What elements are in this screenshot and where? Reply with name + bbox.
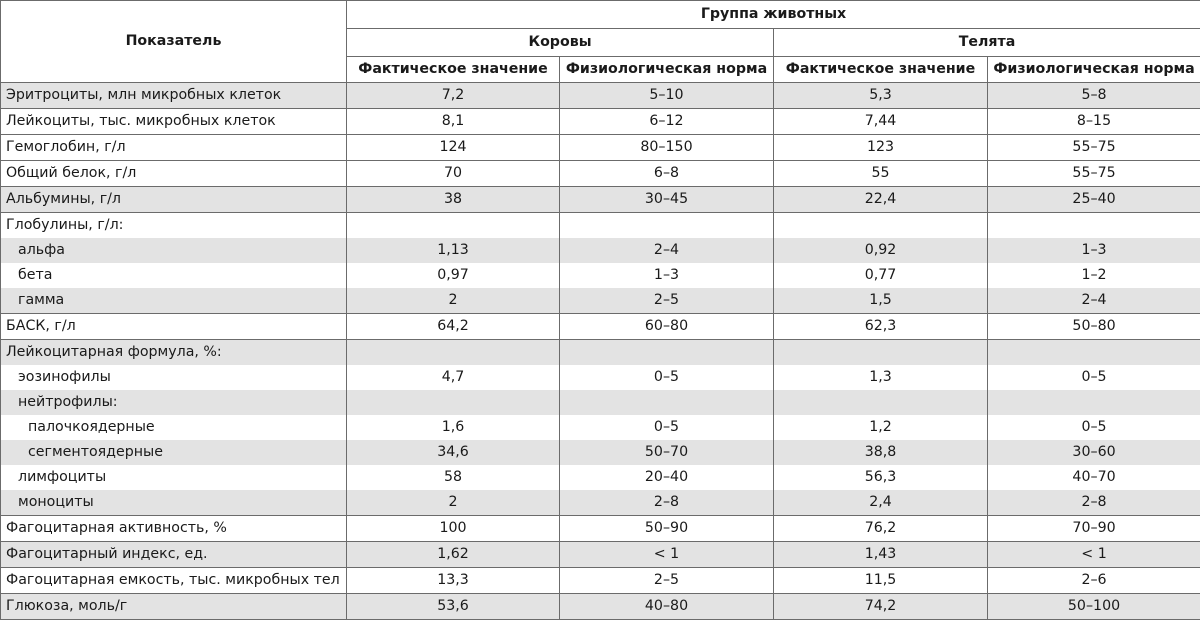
cell-cows-actual: 53,6	[347, 594, 560, 620]
cell-calves-actual: 38,8	[774, 440, 988, 465]
cell-calves-actual: 22,4	[774, 187, 988, 213]
cell-cows-norm	[560, 213, 774, 239]
table-row	[1, 340, 1200, 366]
row-label: Фагоцитарный индекс, ед.	[1, 542, 347, 568]
cell-cows-actual: 1,62	[347, 542, 560, 568]
cell-calves-actual: 5,3	[774, 83, 988, 109]
cell-calves-norm: 2–4	[988, 288, 1200, 314]
cell-calves-actual	[774, 213, 988, 239]
cell-cows-actual: 38	[347, 187, 560, 213]
cell-calves-norm	[988, 390, 1200, 415]
table-row	[1, 365, 1200, 390]
table-row	[1, 314, 1200, 340]
cell-cows-actual: 64,2	[347, 314, 560, 340]
table-row	[1, 213, 1200, 239]
row-label: палочкоядерные	[1, 415, 347, 440]
cell-cows-actual: 100	[347, 516, 560, 542]
cell-cows-norm: 6–8	[560, 161, 774, 187]
cell-calves-norm: 25–40	[988, 187, 1200, 213]
cell-calves-norm	[988, 213, 1200, 239]
header-cows-norm: Физиологическая норма	[560, 57, 774, 83]
table-row	[1, 263, 1200, 288]
cell-calves-norm: 8–15	[988, 109, 1200, 135]
cell-cows-actual: 13,3	[347, 568, 560, 594]
cell-cows-norm: 20–40	[560, 465, 774, 490]
row-label: нейтрофилы:	[1, 390, 347, 415]
header-cows-actual: Фактическое значение	[347, 57, 560, 83]
cell-cows-actual: 0,97	[347, 263, 560, 288]
cell-calves-norm	[988, 340, 1200, 366]
table-row	[1, 187, 1200, 213]
cell-cows-norm: 50–70	[560, 440, 774, 465]
table-row	[1, 516, 1200, 542]
table-row	[1, 390, 1200, 415]
cell-cows-norm: 6–12	[560, 109, 774, 135]
cell-cows-norm: 2–5	[560, 288, 774, 314]
cell-calves-norm: 0–5	[988, 365, 1200, 390]
table-row	[1, 440, 1200, 465]
cell-calves-norm: 50–80	[988, 314, 1200, 340]
cell-calves-actual: 62,3	[774, 314, 988, 340]
row-label: Общий белок, г/л	[1, 161, 347, 187]
row-label: Альбумины, г/л	[1, 187, 347, 213]
cell-cows-actual: 70	[347, 161, 560, 187]
cell-cows-actual: 58	[347, 465, 560, 490]
cell-calves-actual: 0,92	[774, 238, 988, 263]
cell-calves-actual: 1,2	[774, 415, 988, 440]
row-label: Глюкоза, моль/г	[1, 594, 347, 620]
cell-calves-norm: 30–60	[988, 440, 1200, 465]
cell-calves-norm: 2–6	[988, 568, 1200, 594]
cell-calves-actual	[774, 390, 988, 415]
cell-cows-norm	[560, 390, 774, 415]
row-label: альфа	[1, 238, 347, 263]
cell-calves-norm: 70–90	[988, 516, 1200, 542]
cell-calves-actual: 76,2	[774, 516, 988, 542]
header-calves-norm: Физиологическая норма	[988, 57, 1200, 83]
cell-cows-actual: 8,1	[347, 109, 560, 135]
cell-cows-actual	[347, 340, 560, 366]
cell-cows-actual: 124	[347, 135, 560, 161]
cell-calves-actual: 123	[774, 135, 988, 161]
cell-cows-actual: 2	[347, 490, 560, 516]
cell-calves-actual: 1,5	[774, 288, 988, 314]
cell-calves-actual: 55	[774, 161, 988, 187]
table-row	[1, 83, 1200, 109]
cell-calves-norm: 1–2	[988, 263, 1200, 288]
row-label: Эритроциты, млн микробных клеток	[1, 83, 347, 109]
cell-calves-norm: 2–8	[988, 490, 1200, 516]
header-calves-actual: Фактическое значение	[774, 57, 988, 83]
cell-calves-norm: 0–5	[988, 415, 1200, 440]
header-animal-group: Группа животных	[347, 1, 1200, 29]
row-label: моноциты	[1, 490, 347, 516]
cell-cows-norm: 2–4	[560, 238, 774, 263]
cell-calves-actual: 7,44	[774, 109, 988, 135]
cell-calves-actual: 11,5	[774, 568, 988, 594]
row-label: Глобулины, г/л:	[1, 213, 347, 239]
cell-cows-actual: 7,2	[347, 83, 560, 109]
table-row	[1, 542, 1200, 568]
cell-cows-actual: 2	[347, 288, 560, 314]
cell-cows-norm: 0–5	[560, 365, 774, 390]
row-label: лимфоциты	[1, 465, 347, 490]
cell-calves-actual: 0,77	[774, 263, 988, 288]
row-label: Гемоглобин, г/л	[1, 135, 347, 161]
cell-cows-norm: 60–80	[560, 314, 774, 340]
cell-cows-norm: 0–5	[560, 415, 774, 440]
table-row	[1, 109, 1200, 135]
cell-cows-norm: 1–3	[560, 263, 774, 288]
cell-calves-norm: 5–8	[988, 83, 1200, 109]
cell-cows-actual: 34,6	[347, 440, 560, 465]
row-label: Фагоцитарная активность, %	[1, 516, 347, 542]
table-row	[1, 465, 1200, 490]
table-row	[1, 568, 1200, 594]
cell-cows-norm: 2–8	[560, 490, 774, 516]
row-label: гамма	[1, 288, 347, 314]
table-row	[1, 161, 1200, 187]
cell-cows-norm: 50–90	[560, 516, 774, 542]
cell-calves-actual: 1,43	[774, 542, 988, 568]
cell-cows-actual	[347, 390, 560, 415]
cell-cows-norm: 30–45	[560, 187, 774, 213]
row-label: Фагоцитарная емкость, тыс. микробных тел	[1, 568, 347, 594]
table-row	[1, 135, 1200, 161]
cell-cows-norm: 5–10	[560, 83, 774, 109]
cell-calves-norm: 40–70	[988, 465, 1200, 490]
cell-calves-actual: 74,2	[774, 594, 988, 620]
cell-calves-actual: 56,3	[774, 465, 988, 490]
cell-cows-actual	[347, 213, 560, 239]
header-cows: Коровы	[347, 29, 774, 57]
table-row	[1, 490, 1200, 516]
cell-cows-norm: 40–80	[560, 594, 774, 620]
row-label: Лейкоциты, тыс. микробных клеток	[1, 109, 347, 135]
cell-cows-norm	[560, 340, 774, 366]
cell-cows-norm: < 1	[560, 542, 774, 568]
cell-calves-norm: 55–75	[988, 135, 1200, 161]
cell-cows-actual: 1,13	[347, 238, 560, 263]
cell-calves-actual: 2,4	[774, 490, 988, 516]
cell-calves-norm: 1–3	[988, 238, 1200, 263]
row-label: бета	[1, 263, 347, 288]
cell-calves-norm: < 1	[988, 542, 1200, 568]
row-label: эозинофилы	[1, 365, 347, 390]
cell-cows-actual: 1,6	[347, 415, 560, 440]
table-row	[1, 415, 1200, 440]
cell-calves-norm: 55–75	[988, 161, 1200, 187]
cell-cows-actual: 4,7	[347, 365, 560, 390]
cell-calves-norm: 50–100	[988, 594, 1200, 620]
row-label: Лейкоцитарная формула, %:	[1, 340, 347, 366]
header-calves: Телята	[774, 29, 1200, 57]
cell-calves-actual	[774, 340, 988, 366]
table-row	[1, 238, 1200, 263]
row-label: БАСК, г/л	[1, 314, 347, 340]
cell-cows-norm: 2–5	[560, 568, 774, 594]
cell-cows-norm: 80–150	[560, 135, 774, 161]
table-row	[1, 594, 1200, 620]
header-indicator: Показатель	[1, 1, 347, 83]
table-row	[1, 288, 1200, 314]
cell-calves-actual: 1,3	[774, 365, 988, 390]
row-label: сегментоядерные	[1, 440, 347, 465]
